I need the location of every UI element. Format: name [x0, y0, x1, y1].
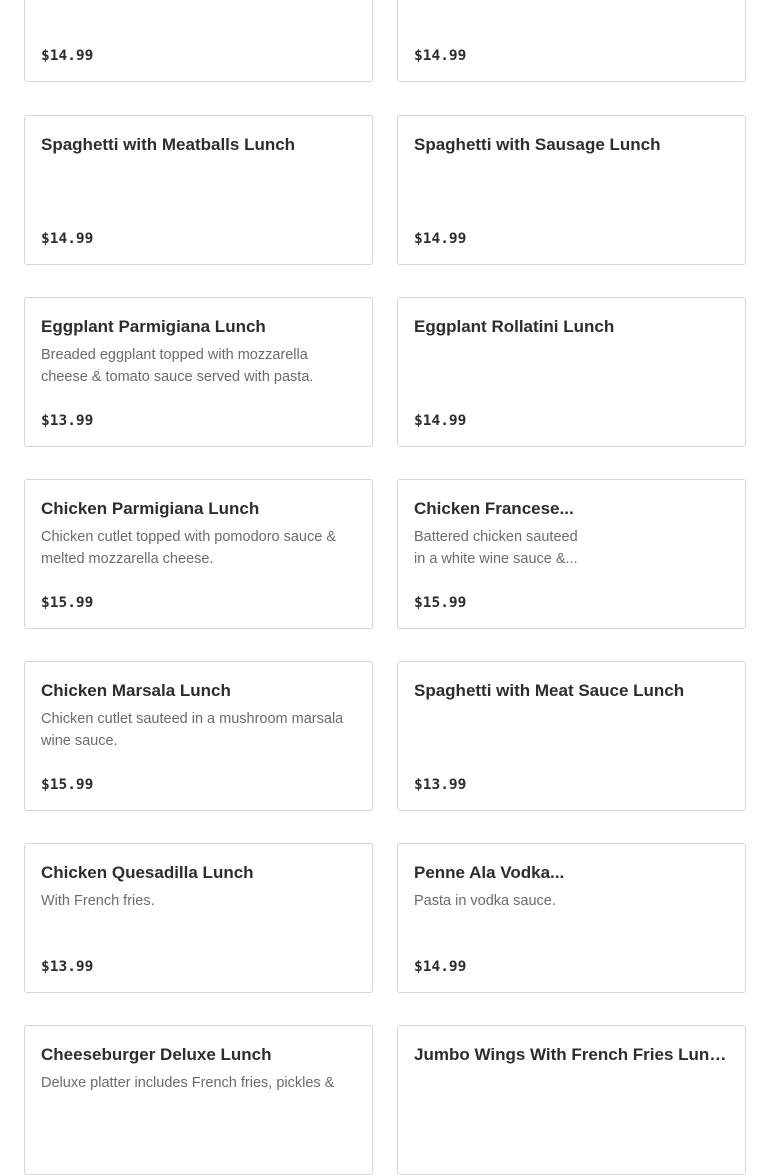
menu-item-price: $15.99	[41, 777, 94, 793]
menu-item-name: Cheeseburger Deluxe Lunch	[41, 1045, 272, 1064]
menu-item-price: $14.99	[414, 231, 467, 247]
menu-item-name: Spaghetti with Meatballs Lunch	[41, 135, 296, 154]
menu-item-price: $14.99	[414, 959, 467, 975]
menu-item-description: Pasta in vodka sauce.	[414, 893, 556, 909]
menu-item-name: Chicken Marsala Lunch	[41, 681, 231, 700]
menu-item-description: Deluxe platter includes French fries, pickles &	[41, 1075, 335, 1091]
menu-item-name: Eggplant Rollatini Lunch	[414, 317, 615, 336]
menu-item-description: Battered chicken sauteed in a white wine sauce &...	[414, 529, 578, 567]
menu-item-card[interactable]	[24, 479, 373, 629]
menu-item-name: Jumbo Wings With French Fries Lunch	[414, 1045, 729, 1064]
menu-item-card[interactable]	[397, 0, 746, 82]
menu-item-price: $13.99	[41, 959, 94, 975]
menu-item-card[interactable]	[397, 1025, 746, 1175]
menu-item-card[interactable]	[397, 843, 746, 993]
menu-item-card[interactable]	[24, 0, 373, 82]
menu-item-name: Chicken Francese...	[414, 499, 574, 518]
menu-item-description: Chicken cutlet topped with pomodoro sauce & melted mozzarella cheese.	[41, 529, 337, 567]
menu-item-price: $15.99	[414, 595, 467, 611]
menu-item-name: Eggplant Parmigiana Lunch	[41, 317, 266, 336]
menu-item-price: $13.99	[41, 413, 94, 429]
menu-item-card[interactable]	[24, 661, 373, 811]
menu-item-card[interactable]	[24, 843, 373, 993]
menu-item-price: $14.99	[41, 48, 94, 64]
menu-item-card[interactable]	[24, 297, 373, 447]
menu-item-card[interactable]	[24, 1025, 373, 1175]
menu-item-name: Chicken Quesadilla Lunch	[41, 863, 254, 882]
menu-item-card[interactable]	[24, 115, 373, 265]
menu-item-price: $13.99	[414, 777, 467, 793]
menu-item-name: Spaghetti with Meat Sauce Lunch	[414, 681, 685, 700]
menu-item-card[interactable]	[397, 115, 746, 265]
menu-item-price: $14.99	[414, 48, 467, 64]
menu-item-card[interactable]	[397, 297, 746, 447]
menu-item-price: $14.99	[414, 413, 467, 429]
menu-item-description: Chicken cutlet sauteed in a mushroom marsala wine sauce.	[41, 711, 344, 749]
menu-item-description: With French fries.	[41, 893, 155, 909]
menu-item-card[interactable]	[397, 479, 746, 629]
menu-item-description: Breaded eggplant topped with mozzarella cheese & tomato sauce served with pasta.	[41, 347, 314, 385]
menu-item-name: Chicken Parmigiana Lunch	[41, 499, 260, 518]
menu-item-price: $15.99	[41, 595, 94, 611]
menu-item-price: $14.99	[41, 231, 94, 247]
menu-item-name: Penne Ala Vodka...	[414, 863, 565, 882]
menu-item-card[interactable]	[397, 661, 746, 811]
menu-item-name: Spaghetti with Sausage Lunch	[414, 135, 661, 154]
